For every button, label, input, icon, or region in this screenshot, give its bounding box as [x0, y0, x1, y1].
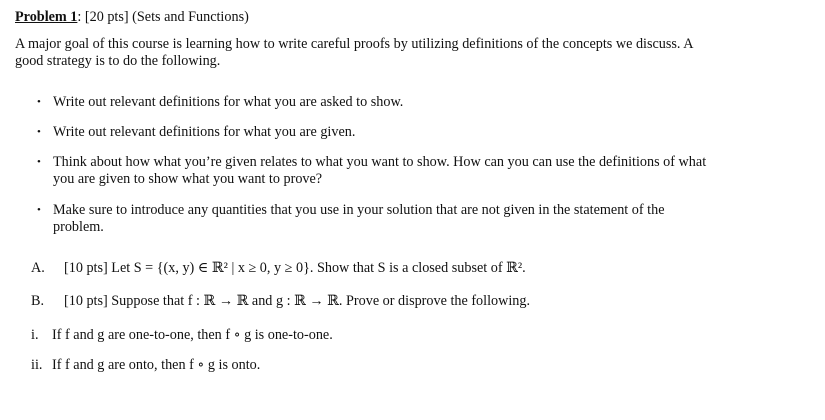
bullet-dot: •: [37, 156, 41, 168]
part-a-label: A.: [31, 260, 45, 276]
part-a-text: [10 pts] Let S = {(x, y) ∈ ℝ² | x ≥ 0, y ≥ 0}. Show that S is a closed subset of ℝ².: [64, 260, 526, 276]
bullet-4-text-line-2: problem.: [53, 219, 104, 235]
subpart-i-text: If f and g are one-to-one, then f ∘ g is one-to-one.: [52, 327, 333, 343]
bullet-3-text-line-2: you are given to show what you want to prove?: [53, 171, 323, 187]
subpart-i-label: i.: [31, 327, 39, 343]
bullet-4-text-line-1: Make sure to introduce any quantities that you use in your solution that are not given in the statement of the: [53, 202, 665, 218]
bullet-dot: •: [37, 126, 41, 138]
problem-points: : [20 pts] (Sets and Functions): [77, 9, 249, 25]
intro-line-2: good strategy is to do the following.: [15, 53, 221, 69]
bullet-2-text: Write out relevant definitions for what you are given.: [53, 124, 356, 140]
problem-number: Problem 1: [15, 9, 78, 25]
bullet-dot: •: [37, 96, 41, 108]
part-b-label: B.: [31, 293, 45, 309]
bullet-3-text-line-1: Think about how what you’re given relates to what you want to show. How can you can use the definitions of what: [53, 154, 707, 170]
part-b-text: [10 pts] Suppose that f : ℝ → ℝ and g : ℝ → ℝ. Prove or disprove the following.: [64, 293, 531, 309]
subpart-ii-text: If f and g are onto, then f ∘ g is onto.: [52, 357, 261, 373]
bullet-1-text: Write out relevant definitions for what you are asked to show.: [53, 94, 404, 110]
problem-heading: [15, 8, 249, 26]
bullet-dot: •: [37, 204, 41, 216]
intro-line-1: A major goal of this course is learning how to write careful proofs by utilizing definitions of the concepts we discuss. A: [15, 36, 694, 52]
subpart-ii-label: ii.: [31, 357, 43, 373]
